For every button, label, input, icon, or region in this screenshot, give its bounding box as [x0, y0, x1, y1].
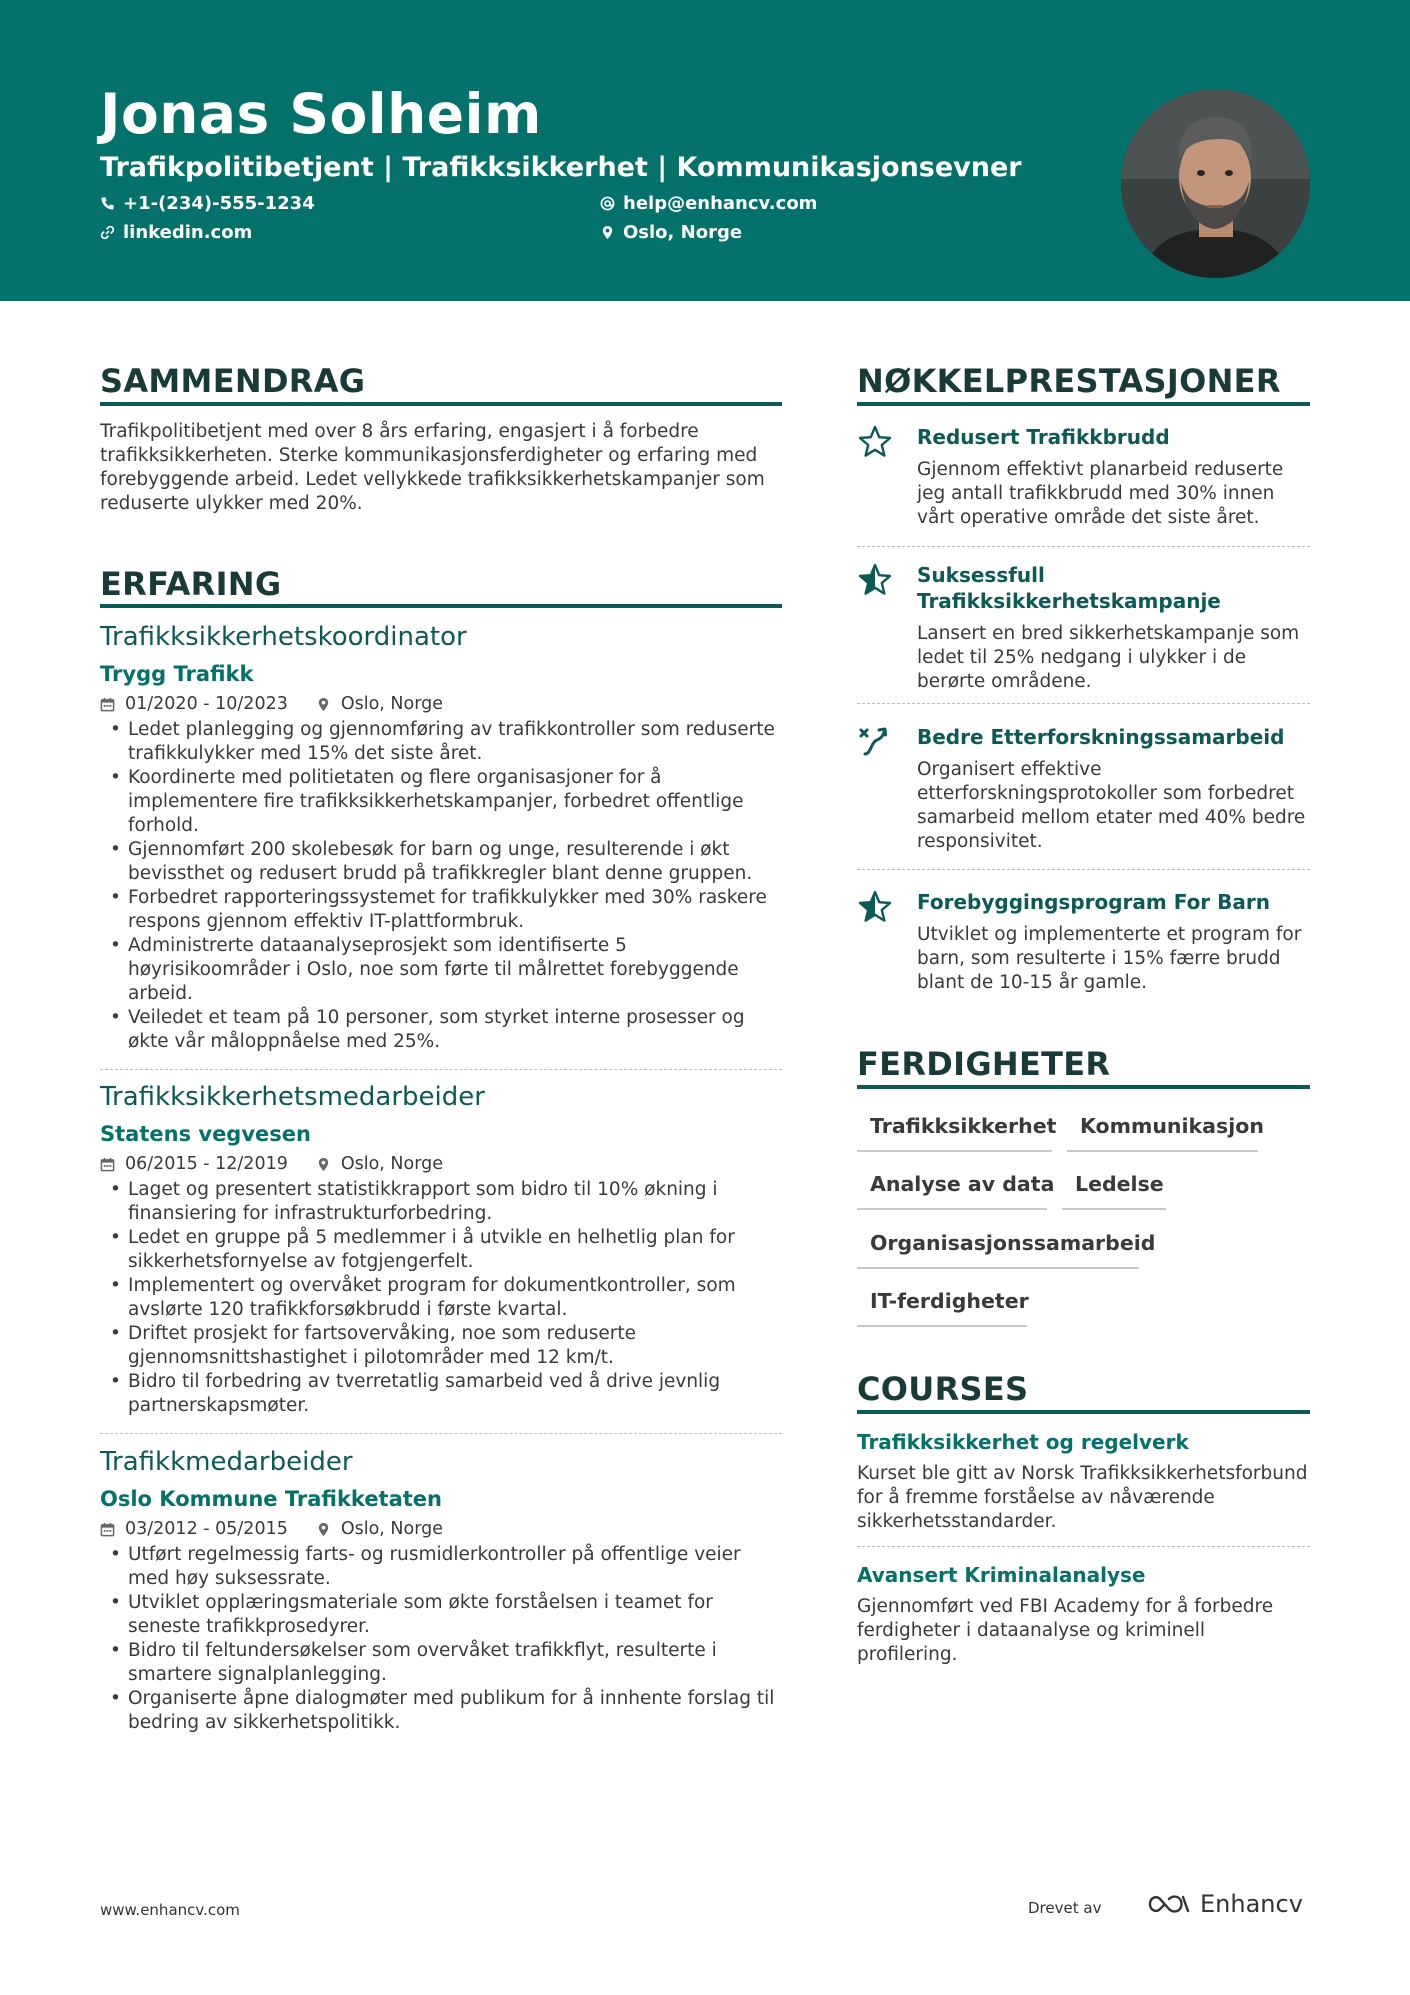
job-dates: 06/2015 - 12/2019 — [125, 1154, 288, 1174]
phone-text: +1-(234)-555-1234 — [123, 193, 315, 214]
job-bullets — [100, 1543, 782, 1735]
course-title: Trafikksikkerhet og regelverk — [857, 1430, 1189, 1454]
star-half-icon — [857, 562, 893, 598]
job-dates: 01/2020 - 10/2023 — [125, 694, 288, 714]
job-bullet: • Implementert og overvåket program for dokumentkontroller, som avslørte 120 trafikkforsøkbrudd i første kvartal. — [100, 1274, 782, 1322]
course-desc: Kurset ble gitt av Norsk Trafikksikkerhetsforbund for å fremme forståelse av nåværende sikkerhetsstandarder. — [857, 1463, 1308, 1532]
contact-phone[interactable] — [100, 193, 315, 214]
achievement-title: Forebyggingsprogram For Barn — [917, 890, 1270, 914]
header-banner — [0, 0, 1410, 301]
achievement-title: Redusert Trafikkbrudd — [917, 425, 1170, 449]
courses-rule — [857, 1410, 1310, 1414]
experience-rule — [100, 604, 782, 608]
achievement-desc: Gjennom effektivt planarbeid reduserte jeg antall trafikkbrudd med 30% innen vårt operative område det siste året. — [917, 459, 1284, 528]
job-bullet: • Ledet en gruppe på 5 medlemmer i å utvikle en helhetlig plan for sikkerhetsfornyelse av fotgjengerfelt. — [100, 1226, 782, 1274]
job-meta — [100, 1154, 782, 1174]
course-desc: Gjennomført ved FBI Academy for å forbedre ferdigheter i dataanalyse og kriminell profilering. — [857, 1596, 1274, 1665]
location-pin-icon — [316, 1157, 331, 1172]
job-bullet: • Utviklet opplæringsmateriale som økte forståelsen i teamet for seneste trafikkprosedyrer. — [100, 1591, 782, 1639]
achievements-heading: NØKKELPRESTASJONER — [857, 362, 1281, 400]
skill-tag: Analyse av data — [857, 1172, 1047, 1210]
job-bullets — [100, 718, 782, 1054]
job-bullet: • Veiledet et team på 10 personer, som styrket interne prosesser og økte vår måloppnåelse med 25%. — [100, 1006, 782, 1054]
job-location — [316, 694, 443, 714]
job-entry — [100, 1447, 782, 1735]
calendar-icon — [100, 1157, 115, 1172]
footer-url[interactable]: www.enhancv.com — [100, 1901, 240, 1919]
job-meta — [100, 694, 782, 714]
course-title: Avansert Kriminalanalyse — [857, 1563, 1146, 1587]
location-pin-icon — [600, 225, 615, 240]
experience-heading: ERFARING — [100, 565, 282, 603]
skill-tag: Kommunikasjon — [1067, 1114, 1258, 1152]
skills-heading: FERDIGHETER — [857, 1045, 1111, 1083]
contact-location — [600, 222, 742, 243]
course-item — [857, 1563, 1310, 1667]
job-location-text: Oslo, Norge — [340, 1154, 443, 1174]
course-item — [857, 1430, 1310, 1534]
summary-rule — [100, 402, 782, 406]
calendar-icon — [100, 1522, 115, 1537]
linkedin-text: linkedin.com — [123, 222, 253, 243]
footer-brand-name: Enhancv — [1200, 1890, 1303, 1918]
phone-icon — [100, 196, 115, 211]
contact-email[interactable] — [600, 193, 817, 214]
job-title: Trafikksikkerhetsmedarbeider — [100, 1082, 485, 1112]
job-bullet: • Gjennomført 200 skolebesøk for barn og unge, resulterende i økt bevissthet og redusert brudd på trafikkregler blant denne gruppen. — [100, 838, 782, 886]
job-title: Trafikksikkerhetskoordinator — [100, 622, 467, 652]
skill-tag: Ledelse — [1062, 1172, 1166, 1210]
link-icon — [100, 225, 115, 240]
divider — [857, 546, 1310, 547]
job-bullet: • Forbedret rapporteringssystemet for trafikkulykker med 30% raskere respons gjennom effektiv IT-plattformbruk. — [100, 886, 782, 934]
job-bullet: • Bidro til forbedring av tverretatlig samarbeid ved å drive jevnlig partnerskapsmøter. — [100, 1370, 782, 1418]
job-company: Trygg Trafikk — [100, 662, 254, 686]
summary-text: Trafikpolitibetjent med over 8 års erfaring, engasjert i å forbedre trafikksikkerheten. Sterke kommunikasjonsferdigheter og erfaring med forebyggende arbeid. Ledet vellykkede trafikksikkerhetskampanjer som reduserte ulykker med 20%. — [100, 421, 765, 514]
location-text: Oslo, Norge — [623, 222, 743, 243]
courses-heading: COURSES — [857, 1370, 1029, 1408]
job-title: Trafikkmedarbeider — [100, 1447, 353, 1477]
footer-brand[interactable] — [1146, 1890, 1303, 1918]
job-entry — [100, 1082, 782, 1418]
enhancv-logo-icon — [1146, 1891, 1192, 1917]
job-location — [316, 1519, 443, 1539]
candidate-tagline: Trafikpolitibetjent | Trafikksikkerhet | Kommunikasjonsevner — [100, 152, 1022, 183]
skill-tag: Organisasjonssamarbeid — [857, 1231, 1139, 1269]
skill-tag: Trafikksikkerhet — [857, 1114, 1052, 1152]
job-company: Statens vegvesen — [100, 1122, 311, 1146]
divider — [857, 1546, 1310, 1547]
divider — [100, 1433, 782, 1434]
job-bullet: • Utført regelmessig farts- og rusmidlerkontroller på offentlige veier med høy suksessrate. — [100, 1543, 782, 1591]
achievement-title: Bedre Etterforskningssamarbeid — [917, 725, 1285, 749]
job-bullet: • Bidro til feltundersøkelser som overvåket trafikkflyt, resulterte i smartere signalplanlegging. — [100, 1639, 782, 1687]
footer-powered-by: Drevet av — [1028, 1899, 1102, 1917]
divider — [857, 703, 1310, 704]
star-outline-icon — [857, 424, 893, 460]
divider — [100, 1069, 782, 1070]
job-bullet: • Ledet planlegging og gjennomføring av trafikkontroller som reduserte trafikkulykker med 15% det siste året. — [100, 718, 782, 766]
skill-tag: IT-ferdigheter — [857, 1289, 1027, 1327]
route-icon — [857, 724, 893, 760]
achievement-desc: Lansert en bred sikkerhetskampanje som ledet til 25% nedgang i ulykker i de berørte områdene. — [917, 623, 1300, 692]
job-bullet: • Laget og presentert statistikkrapport som bidro til 10% økning i finansiering for infrastrukturforbedring. — [100, 1178, 782, 1226]
job-company: Oslo Kommune Trafikketaten — [100, 1487, 442, 1511]
location-pin-icon — [316, 1522, 331, 1537]
skills-rule — [857, 1085, 1310, 1089]
at-icon — [600, 196, 615, 211]
job-bullet: • Driftet prosjekt for fartsovervåking, noe som reduserte gjennomsnittshastighet i pilotområder med 12 km/t. — [100, 1322, 782, 1370]
profile-photo — [1121, 89, 1310, 278]
achievement-item — [857, 562, 1310, 694]
job-entry — [100, 622, 782, 1054]
job-location — [316, 1154, 443, 1174]
job-bullet: • Organiserte åpne dialogmøter med publikum for å innhente forslag til bedring av sikkerhetspolitikk. — [100, 1687, 782, 1735]
job-location-text: Oslo, Norge — [340, 694, 443, 714]
achievements-rule — [857, 402, 1310, 406]
job-bullet: • Administrerte dataanalyseprosjekt som identifiserte 5 høyrisikoområder i Oslo, noe som førte til målrettet forebyggende arbeid. — [100, 934, 782, 1006]
job-location-text: Oslo, Norge — [340, 1519, 443, 1539]
achievement-title: Suksessfull Trafikksikkerhetskampanje — [917, 563, 1221, 613]
achievement-desc: Organisert effektive etterforskningsprotokoller som forbedret samarbeid mellom etater med 40% bedre responsivitet. — [917, 759, 1306, 852]
achievement-desc: Utviklet og implementerte et program for barn, som resulterte i 15% færre brudd blant de 10-15 år gamle. — [917, 924, 1302, 993]
job-bullet: • Koordinerte med politietaten og flere organisasjoner for å implementere fire trafikksikkerhetskampanjer, forbedret offentlige forhold. — [100, 766, 782, 838]
achievement-item — [857, 424, 1310, 530]
achievement-item — [857, 724, 1310, 854]
location-pin-icon — [316, 697, 331, 712]
summary-heading: SAMMENDRAG — [100, 362, 366, 400]
star-half-icon — [857, 889, 893, 925]
job-meta — [100, 1519, 782, 1539]
job-bullets — [100, 1178, 782, 1418]
email-text: help@enhancv.com — [623, 193, 818, 214]
job-dates: 03/2012 - 05/2015 — [125, 1519, 288, 1539]
contact-linkedin[interactable] — [100, 222, 252, 243]
calendar-icon — [100, 697, 115, 712]
candidate-name: Jonas Solheim — [100, 82, 542, 146]
divider — [857, 869, 1310, 870]
achievement-item — [857, 889, 1310, 995]
